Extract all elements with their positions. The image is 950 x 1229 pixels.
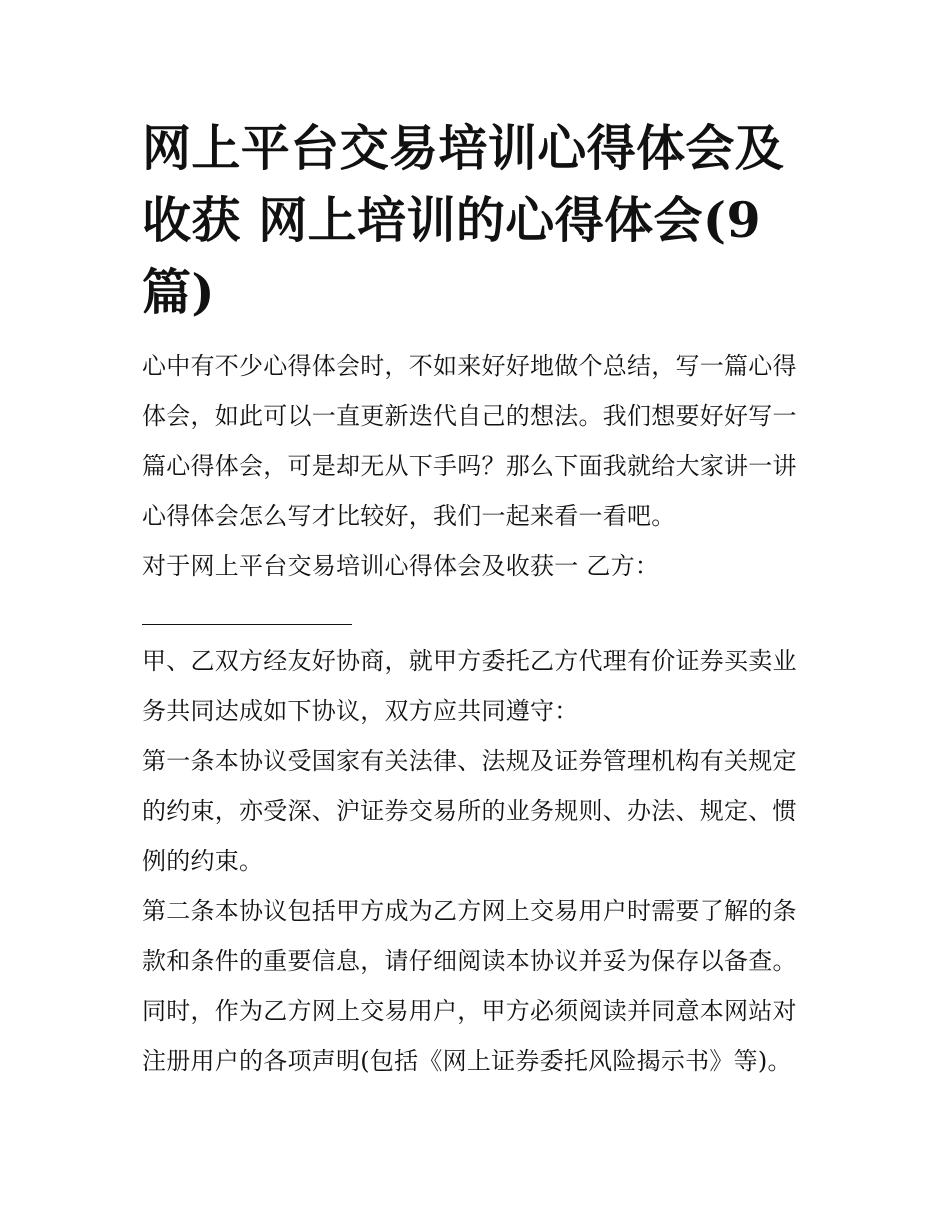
- document-title: 网上平台交易培训心得体会及收获 网上培训的心得体会(9篇): [142, 119, 785, 321]
- document-body: [142, 112, 814, 1086]
- intro-paragraph: 心中有不少心得体会时，不如来好好地做个总结，写一篇心得体会，如此可以一直更新迭代自己的想法。我们想要好好写一篇心得体会，可是却无从下手吗？那么下面我就给大家讲一讲心得体会怎么写才比较好，我们一起来看一看吧。: [142, 352, 797, 530]
- clause-two-paragraph: 第二条本协议包括甲方成为乙方网上交易用户时需要了解的条款和条件的重要信息，请仔细阅读本协议并妥为保存以备查。同时，作为乙方网上交易用户，甲方必须阅读并同意本网站对注册用户的各项声明(包括《网上证券委托风险揭示书》等)。: [142, 897, 797, 1075]
- section-heading: 对于网上平台交易培训心得体会及收获一 乙方：: [142, 552, 660, 580]
- clause-one-paragraph: 第一条本协议受国家有关法律、法规及证券管理机构有关规定的约束，亦受深、沪证券交易所的业务规则、办法、规定、惯例的约束。: [142, 747, 797, 875]
- agreement-paragraph: 甲、乙双方经友好协商，就甲方委托乙方代理有价证券买卖业务共同达成如下协议，双方应共同遵守：: [142, 647, 797, 725]
- underline-rule: [142, 624, 352, 625]
- signature-blank-line: [142, 591, 814, 627]
